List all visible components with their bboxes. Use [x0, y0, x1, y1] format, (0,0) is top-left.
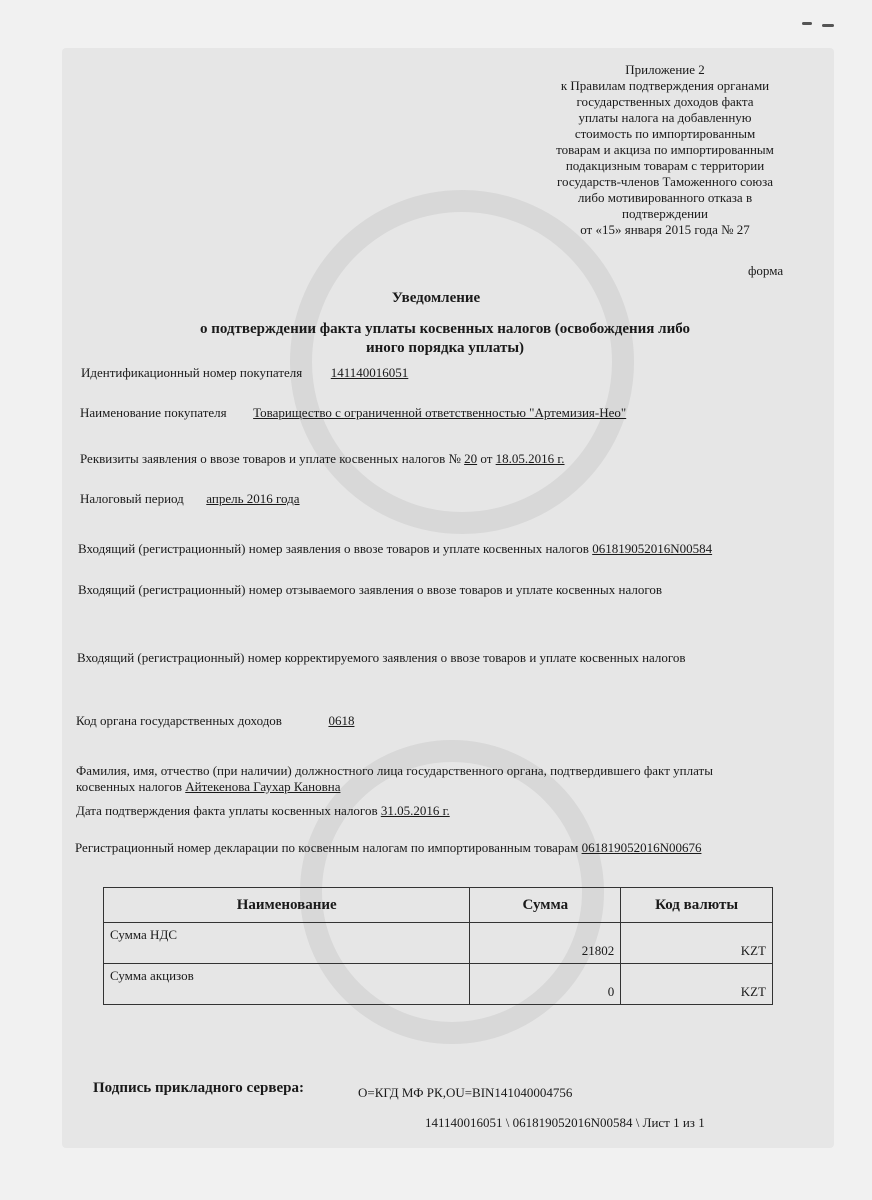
confirm-date-value: 31.05.2016 г.: [380, 803, 450, 818]
table-row: [104, 964, 773, 1005]
subtitle-line: иного порядка уплаты): [365, 340, 525, 356]
authority-code-row: [76, 713, 354, 729]
appendix-line: государств-членов Таможенного союза: [557, 174, 773, 189]
column-header: Наименование: [104, 888, 470, 923]
tax-period-label: Налоговый период: [80, 491, 184, 506]
confirm-date-label: Дата подтверждения факта уплаты косвенных налогов: [76, 803, 378, 818]
declaration-label: Регистрационный номер декларации по косвенным налогам по импортированным товарам: [75, 840, 579, 855]
authority-code-label: Код органа государственных доходов: [76, 713, 282, 728]
declaration-row: [75, 840, 701, 856]
incoming-number-row: [78, 541, 712, 557]
table-header-row: [104, 888, 773, 923]
buyer-name-value: Товарищество с ограниченной ответственностью "Артемизия-Нео": [253, 405, 627, 420]
signature-label: Подпись прикладного сервера:: [93, 1080, 304, 1096]
application-from: от: [480, 451, 493, 466]
appendix-line: подакцизным товарам с территории: [565, 158, 765, 173]
incoming-number-label: Входящий (регистрационный) номер заявления о ввозе товаров и уплате косвенных налогов: [78, 541, 589, 556]
appendix-line: товарам и акциза по импортированным: [556, 142, 774, 157]
document-subtitle: [160, 320, 730, 358]
revoked-application-label: Входящий (регистрационный) номер отзываемого заявления о ввозе товаров и уплате косвенных налогов: [78, 582, 662, 597]
appendix-block: [520, 62, 810, 238]
appendix-line: подтверждении: [622, 206, 708, 221]
buyer-name-label: Наименование покупателя: [80, 405, 227, 420]
buyer-id-row: [81, 365, 408, 381]
official-label-line1: Фамилия, имя, отчество (при наличии) должностного лица государственного органа, подтвердившего факт уплаты: [76, 763, 713, 778]
scan-mark: [822, 24, 834, 27]
confirm-date-row: [76, 803, 450, 819]
application-number: 20: [464, 451, 478, 466]
appendix-line: к Правилам подтверждения органами: [560, 78, 770, 93]
table-cell: KZT: [621, 964, 773, 1005]
scan-mark: [802, 22, 812, 25]
application-date: 18.05.2016 г.: [495, 451, 565, 466]
official-label-line2: косвенных налогов: [76, 779, 182, 794]
table-cell: KZT: [621, 923, 773, 964]
corrected-application-label: Входящий (регистрационный) номер корректируемого заявления о ввозе товаров и уплате косвенных налогов: [77, 650, 686, 665]
column-header: Сумма: [470, 888, 621, 923]
faded-seal-top: [290, 190, 634, 534]
page-footer: 141140016051 \ 061819052016N00584 \ Лист 1 из 1: [425, 1115, 705, 1130]
table-cell: 0: [470, 964, 621, 1005]
tax-period-value: апрель 2016 года: [206, 491, 300, 506]
official-value: Айтекенова Гаухар Кановна: [185, 779, 341, 794]
appendix-line: от «15» января 2015 года № 27: [580, 222, 750, 237]
buyer-name-row: [80, 405, 626, 421]
official-row: [76, 763, 713, 795]
table-cell: Сумма акцизов: [104, 964, 470, 1005]
buyer-id-label: Идентификационный номер покупателя: [81, 365, 303, 380]
column-header: Код валюты: [621, 888, 773, 923]
tax-period-row: [80, 491, 300, 507]
subtitle-line: о подтверждении факта уплаты косвенных налогов (освобождения либо: [199, 321, 691, 337]
application-row: [80, 451, 565, 467]
incoming-number-value: 061819052016N00584: [592, 541, 713, 556]
application-label: Реквизиты заявления о ввозе товаров и уплате косвенных налогов №: [80, 451, 461, 466]
buyer-id-value: 141140016051: [330, 365, 409, 380]
table-cell: 21802: [470, 923, 621, 964]
form-label: форма: [748, 263, 784, 278]
appendix-line: стоимость по импортированным: [574, 126, 756, 141]
signature-value: O=КГД МФ РК,OU=BIN141040004756: [358, 1085, 573, 1100]
declaration-value: 061819052016N00676: [581, 840, 702, 855]
table-row: [104, 923, 773, 964]
amounts-table: [103, 887, 773, 1005]
appendix-line: либо мотивированного отказа в: [577, 190, 753, 205]
appendix-line: уплаты налога на добавленную: [578, 110, 752, 125]
authority-code-value: 0618: [328, 713, 355, 728]
appendix-line: государственных доходов факта: [576, 94, 754, 109]
document-title: Уведомление: [391, 290, 481, 306]
table-cell: Сумма НДС: [104, 923, 470, 964]
appendix-line: Приложение 2: [625, 62, 705, 77]
